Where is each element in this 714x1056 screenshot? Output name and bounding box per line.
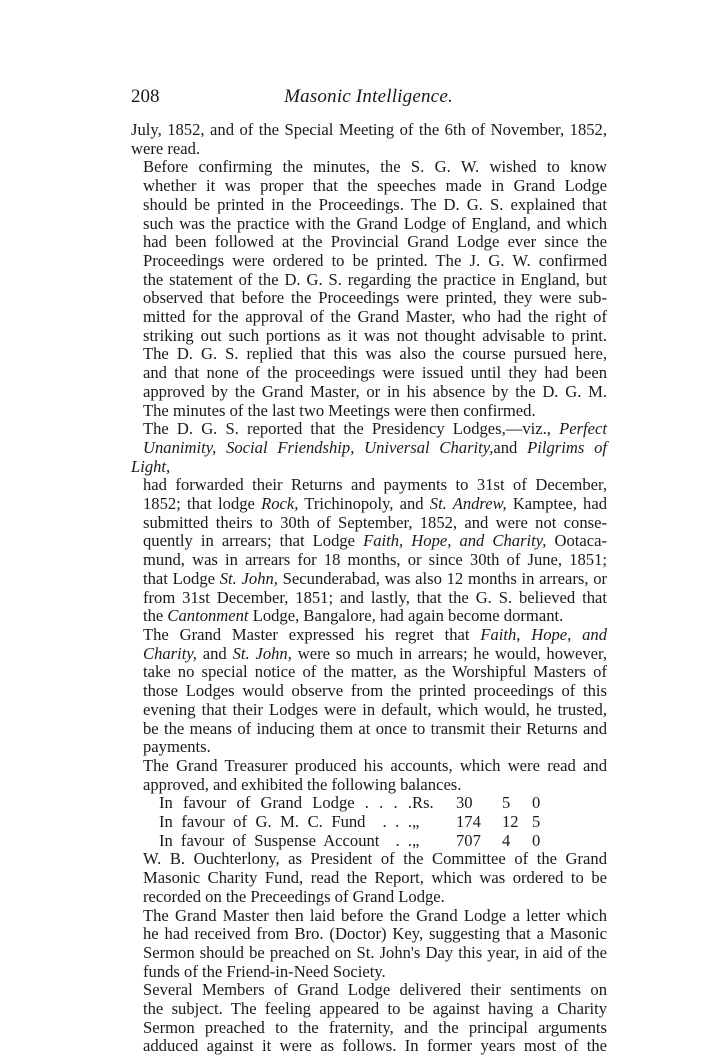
text-line: approved, and exhibited the following balances. (143, 774, 462, 794)
text-line: recorded on the Preceedings of Grand Lodge. (143, 886, 445, 906)
text-run: The D. G. S. reported that the Presidency Lodges,—viz., (143, 419, 560, 439)
paragraph (131, 850, 607, 906)
lodge-name: Perfect (559, 419, 607, 439)
balance-currency: „ (412, 830, 420, 850)
text-run: Ootaca- (546, 531, 607, 551)
lodge-name: Faith, Hope, and (480, 624, 607, 644)
text-line: observed that before the Proceedings were printed, they were sub- (143, 288, 607, 308)
paragraph (131, 757, 607, 794)
balance-pice: 0 (532, 793, 541, 813)
text-line: from 31st December, 1851; and lastly, that the G. S. believed that (143, 587, 607, 607)
paragraph (131, 420, 607, 626)
balance-annas: 5 (502, 793, 511, 813)
body-text (131, 121, 607, 1056)
lodge-name: St. John, (219, 568, 278, 588)
text-line: Before confirming the minutes, the S. G. W. wished to know (143, 157, 607, 177)
text-line: submitted theirs to 30th of September, 1852, and were not conse- (143, 512, 607, 532)
page-header (131, 86, 606, 112)
text-line (131, 626, 607, 645)
running-title: Masonic Intelligence. (284, 86, 453, 107)
text-line: had been followed at the Provincial Grand Lodge ever since the (143, 232, 607, 252)
text-run: Lodge, Bangalore, had again become dormant. (248, 606, 564, 626)
text-line: Sermon preached to the fraternity, and the principal arguments (143, 1017, 607, 1037)
table-row (159, 794, 552, 813)
text-run: quently in arrears; that Lodge (143, 531, 364, 551)
text-run: The Grand Master expressed his regret that (143, 624, 481, 644)
lodge-name: Cantonment (167, 606, 249, 626)
balance-currency: „ (412, 812, 420, 832)
text-run: the (143, 606, 168, 626)
text-line: be the means of inducing them at once to transmit their Returns and (143, 718, 607, 738)
text-run: and (493, 437, 528, 457)
text-line: should be printed in the Proceedings. The D. G. S. explained that (143, 194, 607, 214)
text-line (131, 439, 607, 476)
text-run: Trichinopoly, and (298, 494, 430, 514)
text-line: The D. G. S. replied that this was also the course pursued here, (143, 344, 607, 364)
balances-table (159, 794, 552, 850)
text-line: and that none of the proceedings were issued until they had been (143, 363, 607, 383)
text-line: The Grand Treasurer produced his accounts, which were read and (143, 755, 607, 775)
text-line: Masonic Charity Fund, read the Report, which was ordered to be (143, 868, 607, 888)
text-line: mund, was in arrears for 18 months, or since 30th of June, 1851; (143, 550, 607, 570)
lodge-name: Rock, (261, 494, 299, 514)
text-run: Kamptee, had (506, 494, 608, 514)
paragraph (131, 158, 607, 420)
balance-currency: Rs. (412, 793, 434, 813)
text-line (131, 420, 607, 439)
table-row (159, 832, 552, 851)
lodge-name: Unanimity, Social Friendship, Universal Charity, (143, 437, 494, 457)
text-run: Secunderabad, was also 12 months in arrears, or (277, 568, 608, 588)
text-line: evening that their Lodges were in default, which would, he trusted, (143, 699, 607, 719)
text-line (131, 645, 607, 664)
text-line: Proceedings were ordered to be printed. The J. G. W. confirmed (143, 250, 607, 270)
text-line (131, 570, 607, 589)
lodge-name: St. John, (232, 643, 292, 663)
lodge-name: Faith, Hope, and Charity, (363, 531, 547, 551)
text-line: the subject. The feeling appeared to be against having a Charity (143, 999, 607, 1019)
text-run: and (196, 643, 233, 663)
text-line: had forwarded their Returns and payments to 31st of December, (143, 475, 607, 495)
text-line: take no special notice of the matter, as the Worshipful Masters of (143, 662, 607, 682)
paragraph (131, 907, 607, 982)
balance-pice: 0 (532, 830, 541, 850)
balance-rupees: 174 (456, 812, 481, 832)
text-line: Several Members of Grand Lodge delivered their sentiments on (143, 980, 607, 1000)
text-run: were so much in arrears; he would, however, (291, 643, 608, 663)
text-line (131, 532, 607, 551)
text-line: the statement of the D. G. S. regarding the practice in England, but (143, 269, 607, 289)
paragraph (131, 981, 607, 1056)
text-line: whether it was proper that the speeches made in Grand Lodge (143, 176, 607, 196)
text-line: July, 1852, and of the Special Meeting of the 6th of November, 1852, (131, 120, 607, 139)
text-line: Sermon should be preached on St. John's Day this year, in aid of the (143, 942, 607, 962)
text-line: The minutes of the last two Meetings were then confirmed. (143, 400, 536, 420)
text-line: The Grand Master then laid before the Grand Lodge a letter which (143, 905, 607, 925)
text-line (131, 495, 607, 514)
text-line: approved by the Grand Master, or in his absence by the D. G. M. (143, 381, 607, 401)
balance-label: In favour of Suspense Account . . (159, 830, 412, 850)
text-run: 1852; that lodge (143, 494, 262, 514)
text-line: striking out such portions as it was not thought advisable to print. (143, 325, 607, 345)
text-line (131, 607, 607, 626)
text-line: those Lodges would observe from the printed proceedings of this (143, 681, 607, 701)
text-line: were read. (131, 138, 201, 158)
balance-annas: 12 (502, 812, 519, 832)
text-line: adduced against it were as follows. In former years most of the (143, 1036, 607, 1056)
lodge-name: Pilgrims of Light, (131, 437, 608, 476)
text-line: W. B. Ouchterlony, as President of the Committee of the Grand (143, 849, 607, 869)
balance-rupees: 30 (456, 793, 473, 813)
lodge-name: Charity, (143, 643, 197, 663)
table-row (159, 813, 552, 832)
text-line: he had received from Bro. (Doctor) Key, suggesting that a Masonic (143, 924, 607, 944)
text-line: such was the practice with the Grand Lodge of England, and which (143, 213, 607, 233)
text-line: funds of the Friend-in-Need Society. (143, 961, 386, 981)
balance-label: In favour of G. M. C. Fund . . . (159, 812, 412, 832)
page-number: 208 (131, 86, 160, 107)
balance-label: In favour of Grand Lodge . . . . (159, 793, 412, 813)
balance-annas: 4 (502, 830, 511, 850)
text-line: payments. (143, 737, 211, 757)
paragraph (131, 626, 607, 757)
text-run: that Lodge (143, 568, 220, 588)
balance-rupees: 707 (456, 830, 481, 850)
lodge-name: St. Andrew, (429, 494, 507, 514)
paragraph (131, 121, 607, 158)
text-line: mitted for the approval of the Grand Master, who had the right of (143, 307, 607, 327)
balance-pice: 5 (532, 812, 541, 832)
